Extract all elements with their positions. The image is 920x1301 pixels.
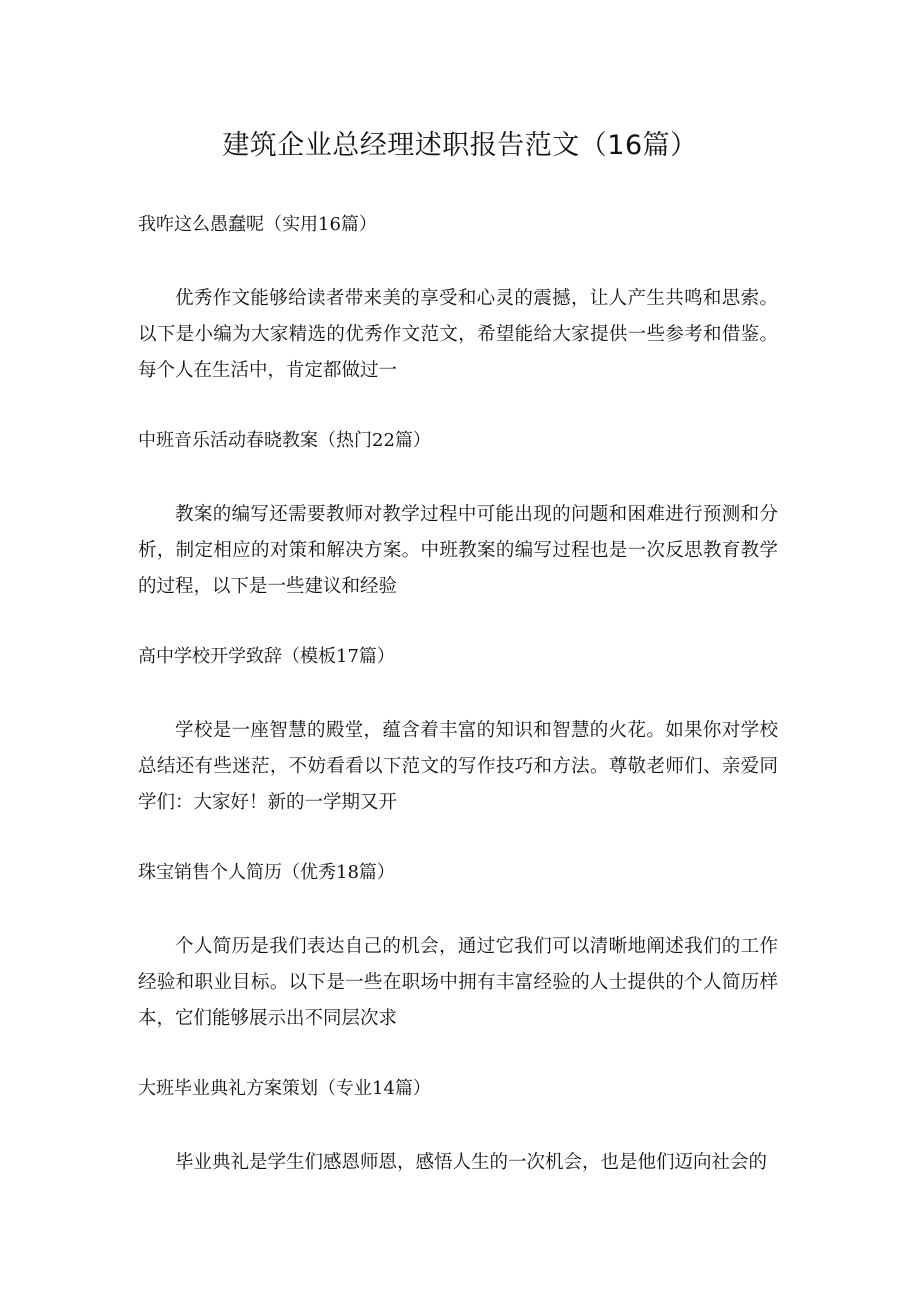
article-heading: 中班音乐活动春晓教案（热门22篇） <box>138 430 431 451</box>
article-heading: 高中学校开学致辞（模板17篇） <box>138 646 395 667</box>
article-entry <box>138 858 778 1037</box>
article-entry <box>138 426 778 605</box>
article-list <box>138 210 778 1218</box>
article-excerpt: 教案的编写还需要教师对教学过程中可能出现的问题和困难进行预测和分析，制定相应的对策和解决方案。中班教案的编写过程也是一次反思教育教学的过程，以下是一些建议和经验 <box>138 504 778 597</box>
article-excerpt: 优秀作文能够给读者带来美的享受和心灵的震撼，让人产生共鸣和思索。以下是小编为大家精选的优秀作文范文，希望能给大家提供一些参考和借鉴。每个人在生活中，肯定都做过一 <box>138 288 778 381</box>
article-heading: 我咋这么愚蠢呢（实用16篇） <box>138 214 377 235</box>
article-heading: 珠宝销售个人简历（优秀18篇） <box>138 862 395 883</box>
article-excerpt: 学校是一座智慧的殿堂，蕴含着丰富的知识和智慧的火花。如果你对学校总结还有些迷茫，不妨看看以下范文的写作技巧和方法。尊敬老师们、亲爱同学们：大家好！新的一学期又开 <box>138 720 778 813</box>
article-entry <box>138 642 778 821</box>
article-excerpt: 个人简历是我们表达自己的机会，通过它我们可以清晰地阐述我们的工作经验和职业目标。以下是一些在职场中拥有丰富经验的人士提供的个人简历样本，它们能够展示出不同层次求 <box>138 936 778 1029</box>
article-heading: 大班毕业典礼方案策划（专业14篇） <box>138 1078 431 1099</box>
article-excerpt: 毕业典礼是学生们感恩师恩，感悟人生的一次机会，也是他们迈向社会的 <box>175 1152 768 1173</box>
article-entry <box>138 1074 778 1181</box>
article-entry <box>138 210 778 389</box>
document-title: 建筑企业总经理述职报告范文（16篇） <box>222 130 698 161</box>
